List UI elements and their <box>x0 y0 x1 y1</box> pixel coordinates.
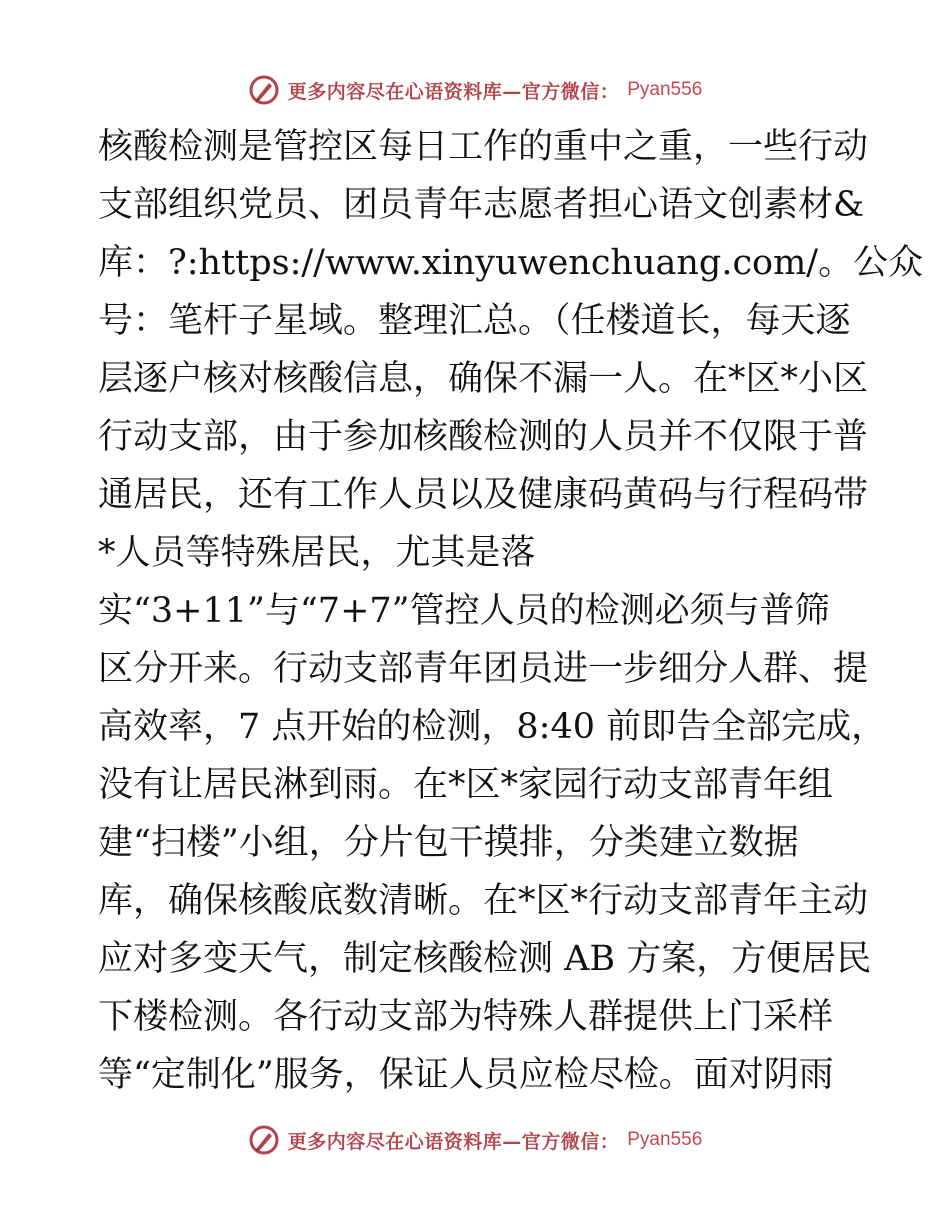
text-line: *人员等特殊居民，尤其是落 <box>98 533 536 573</box>
pen-logo-icon <box>248 1124 280 1156</box>
text-line: 高效率，7 点开始的检测，8:40 前即告全部完成， <box>98 707 887 747</box>
text-line: 区分开来。行动支部青年团员进一步细分人群、提 <box>98 649 869 689</box>
text-line: 支部组织党员、团员青年志愿者担心语文创素材& <box>98 185 865 225</box>
text-line: 库：?:https://www.xinyuwenchuang.com/。公众 <box>98 243 924 283</box>
text-line: 行动支部，由于参加核酸检测的人员并不仅限于普 <box>98 417 869 457</box>
text-line: 实“3+11”与“7+7”管控人员的检测必须与普筛 <box>98 591 830 631</box>
text-line: 通居民，还有工作人员以及健康码黄码与行程码带 <box>98 475 869 515</box>
text-line: 库，确保核酸底数清晰。在*区*行动支部青年主动 <box>98 881 869 921</box>
text-line: 下楼检测。各行动支部为特殊人群提供上门采样 <box>98 997 834 1037</box>
text-line: 层逐户核对核酸信息，确保不漏一人。在*区*小区 <box>98 359 869 399</box>
text-line: 号：笔杆子星域。整理汇总。（任楼道长，每天逐 <box>98 301 851 341</box>
watermark-text: 更多内容尽在心语资料库—官方微信： <box>287 1130 620 1153</box>
header-watermark <box>0 70 950 110</box>
watermark-wechat-id: Pyan556 <box>627 79 703 100</box>
watermark-wechat-id: Pyan556 <box>627 1129 703 1150</box>
text-line: 建“扫楼”小组，分片包干摸排，分类建立数据 <box>98 823 799 863</box>
pen-logo-icon <box>248 74 280 106</box>
text-line: 核酸检测是管控区每日工作的重中之重，一些行动 <box>98 127 869 167</box>
text-line: 等“定制化”服务，保证人员应检尽检。面对阴雨 <box>98 1055 834 1095</box>
text-line: 没有让居民淋到雨。在*区*家园行动支部青年组 <box>98 765 834 805</box>
document-body <box>98 118 924 1104</box>
text-line: 应对多变天气，制定核酸检测 AB 方案，方便居民 <box>98 939 872 979</box>
watermark-text: 更多内容尽在心语资料库—官方微信： <box>287 80 620 103</box>
footer-watermark <box>0 1120 950 1160</box>
